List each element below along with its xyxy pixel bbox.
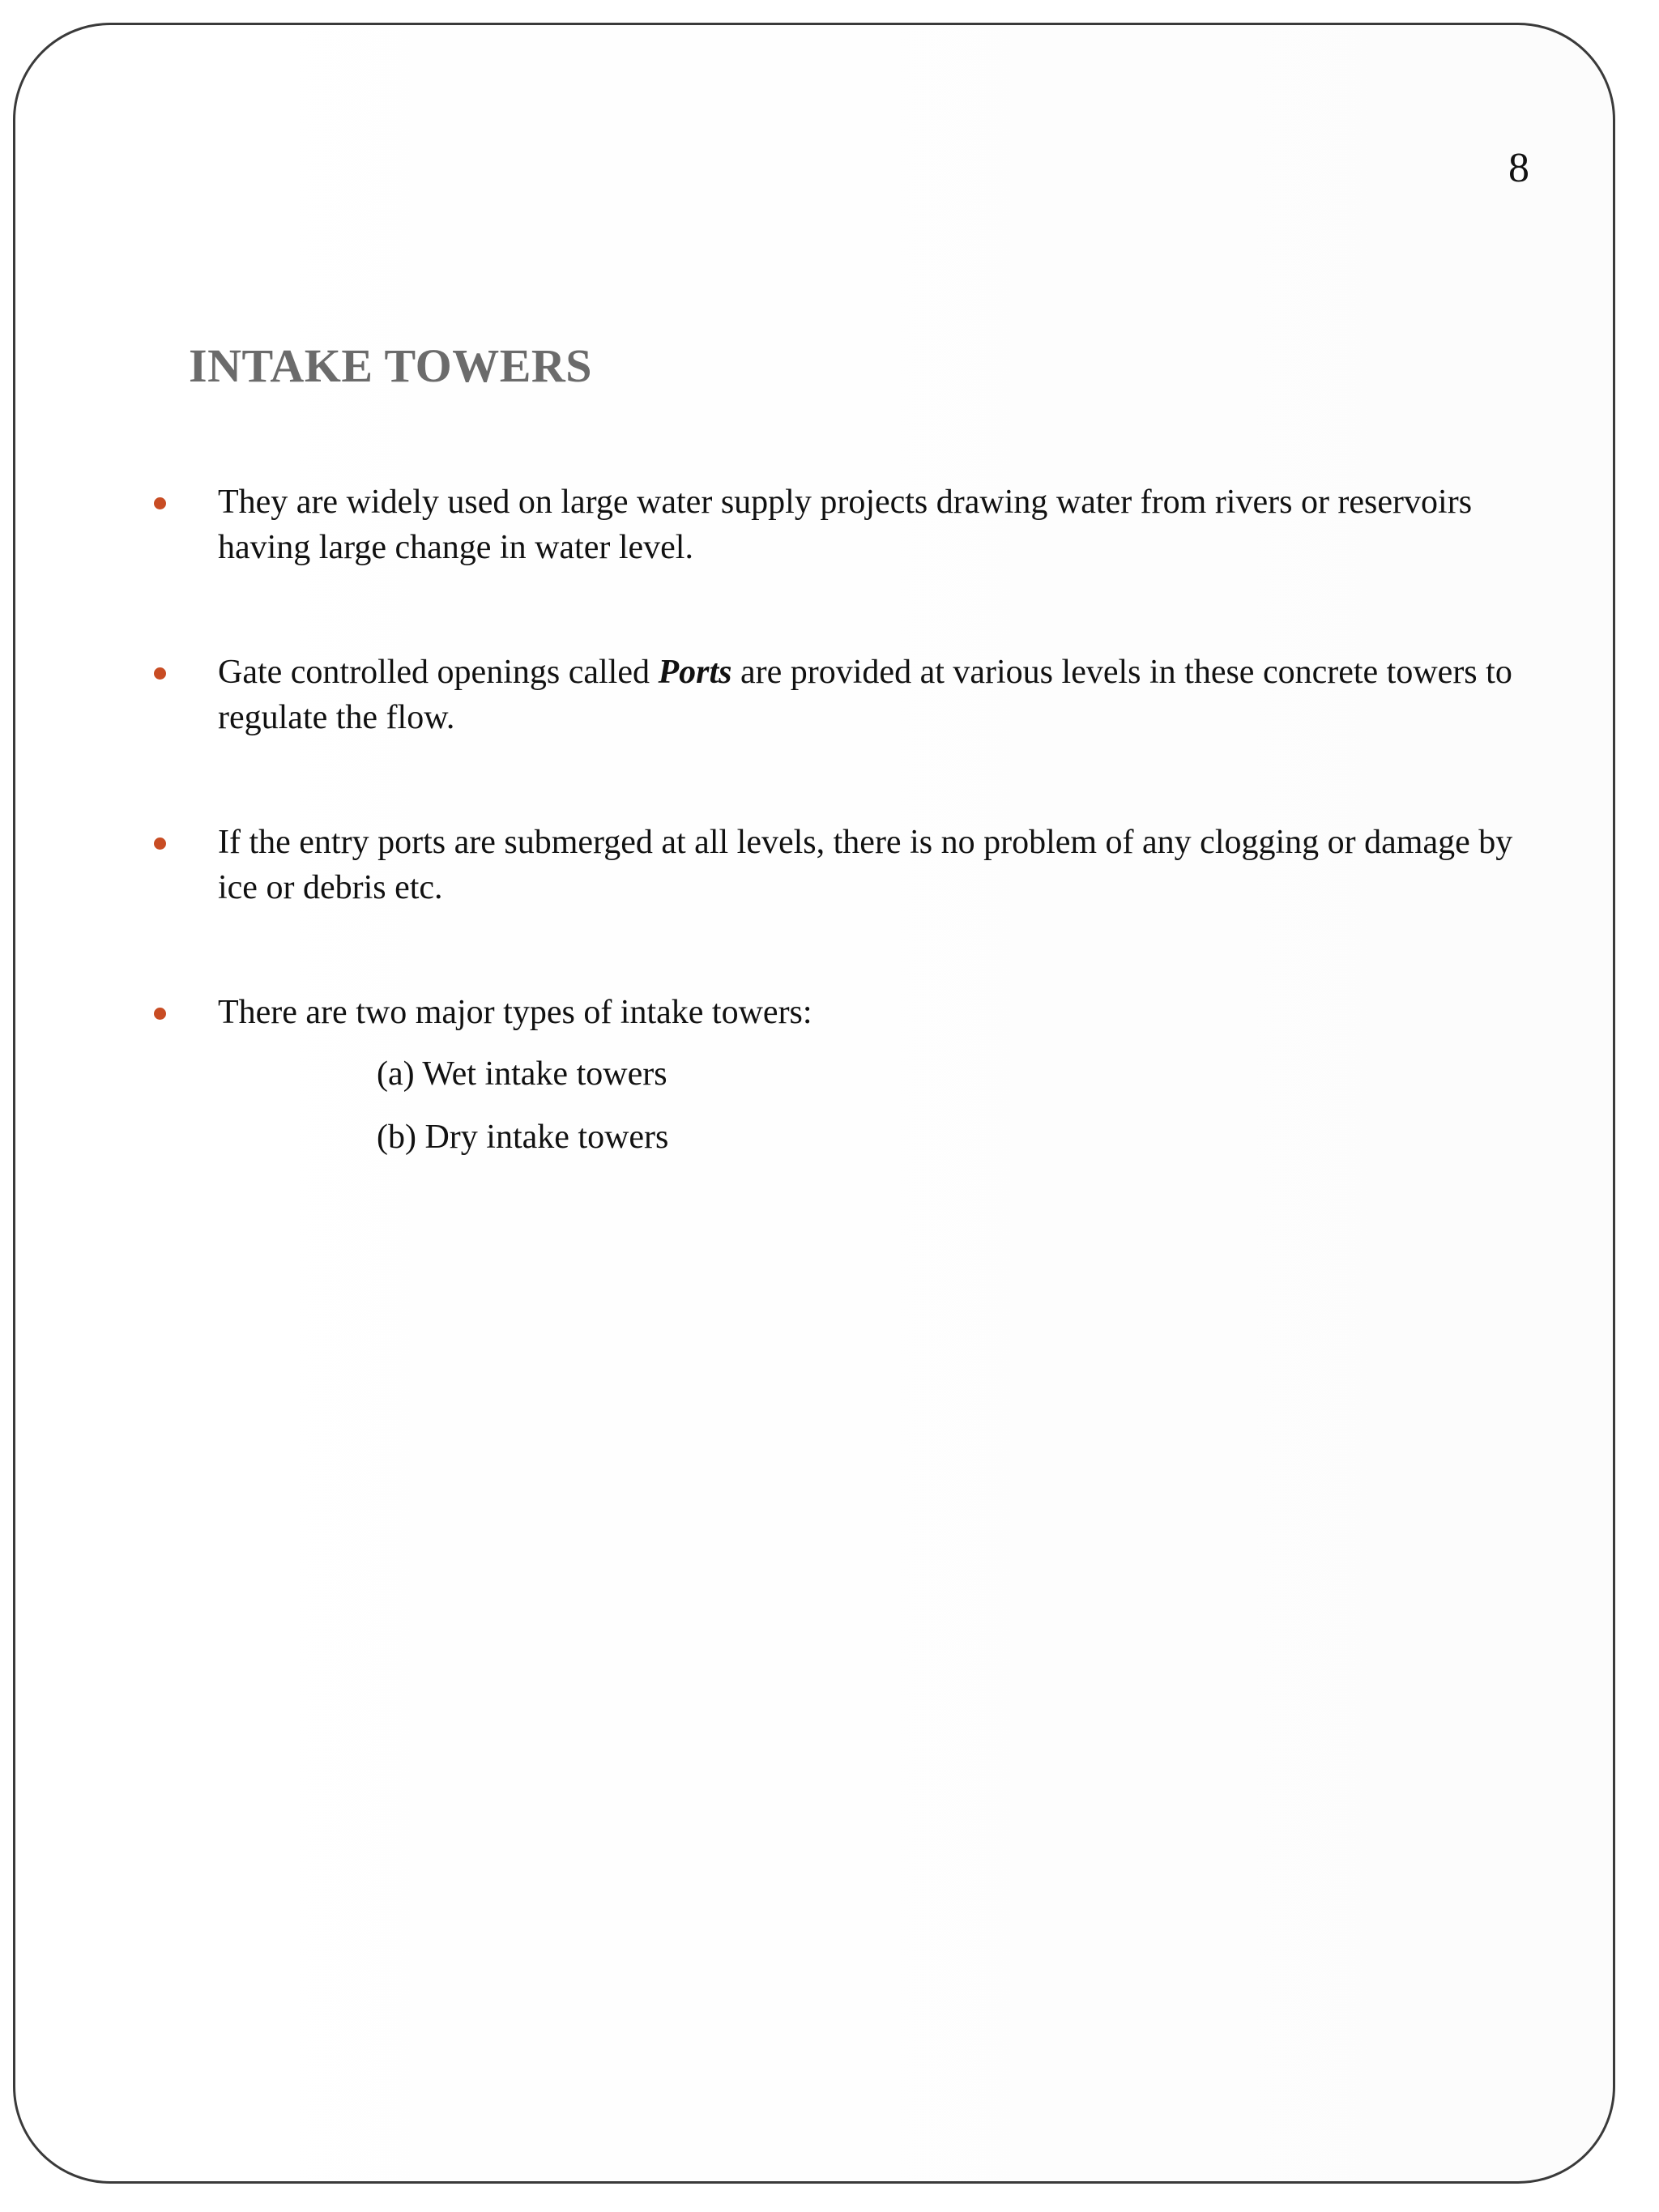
bullet-dot-icon [154,497,166,509]
bullet-dot-icon [154,837,166,850]
sub-item-wet-intake: (a) Wet intake towers [377,1055,667,1093]
bullet-text: They are widely used on large water supply projects drawing water from rivers or reservoirs having large change in water level. [218,484,1473,566]
ports-emphasis: Ports [658,654,732,691]
bullet-list [0,479,1659,1178]
bullet-item [0,650,1659,740]
page-number: 8 [1508,145,1529,191]
bullet-item [0,820,1659,910]
bullet-item [0,479,1659,570]
bullet-text-after: are provided at various levels in these concrete towers to regulate the flow. [218,654,1512,736]
bullet-dot-icon [154,1008,166,1020]
bullet-item [0,990,1659,1035]
bullet-text: If the entry ports are submerged at all levels, there is no problem of any clogging or damage by ice or debris etc. [218,824,1513,906]
sub-item-dry-intake: (b) Dry intake towers [377,1119,669,1156]
tower-types-list [0,1051,1659,1160]
bullet-text: There are two major types of intake towers: [218,994,812,1031]
bullet-text-before: Gate controlled openings called [218,654,659,691]
bullet-dot-icon [154,667,166,680]
slide-title: INTAKE TOWERS [189,339,593,392]
